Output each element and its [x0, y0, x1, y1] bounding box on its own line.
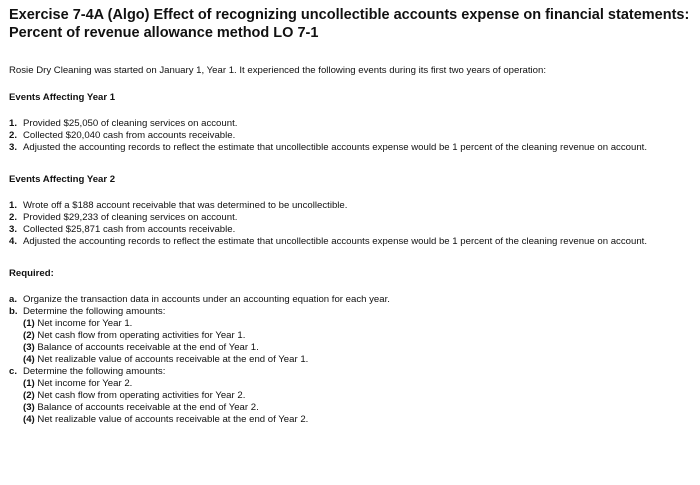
- year2-events-list: [9, 200, 700, 248]
- sub-item: [23, 402, 700, 414]
- item-number: 1.: [9, 118, 18, 129]
- year2-heading: Events Affecting Year 2: [9, 174, 116, 185]
- item-text: Determine the following amounts:: [23, 306, 166, 317]
- required-c-sublist: [23, 378, 700, 426]
- list-item: [9, 142, 693, 154]
- item-text: Organize the transaction data in accounts under an accounting equation for each year.: [23, 294, 390, 305]
- item-number: 2.: [9, 212, 18, 223]
- required-item-a: [9, 294, 700, 306]
- item-text: Adjusted the accounting records to reflect the estimate that uncollectible accounts expense would be 1 percent of the cleaning revenue on account.: [23, 142, 647, 153]
- required-b-sublist: [23, 318, 700, 366]
- item-text: Provided $25,050 of cleaning services on account.: [23, 118, 238, 129]
- sub-item: [23, 342, 700, 354]
- required-list: [9, 294, 700, 426]
- sub-item-text: Net realizable value of accounts receivable at the end of Year 1.: [37, 354, 309, 365]
- item-number: 1.: [9, 200, 18, 211]
- item-number: 3.: [9, 224, 18, 235]
- year1-heading: Events Affecting Year 1: [9, 92, 116, 103]
- item-text: Collected $25,871 cash from accounts receivable.: [23, 224, 236, 235]
- sub-item-number: (1): [23, 378, 35, 389]
- title-line-1: Exercise 7-4A (Algo) Effect of recognizing uncollectible accounts expense on financial statements:: [9, 7, 690, 23]
- sub-item-text: Net income for Year 1.: [37, 318, 133, 329]
- sub-item-number: (4): [23, 354, 35, 365]
- item-text: Collected $20,040 cash from accounts receivable.: [23, 130, 236, 141]
- sub-item-number: (3): [23, 342, 35, 353]
- item-letter: c.: [9, 366, 18, 377]
- sub-item-text: Balance of accounts receivable at the end of Year 2.: [37, 402, 259, 413]
- item-number: 4.: [9, 236, 18, 247]
- sub-item-text: Net realizable value of accounts receivable at the end of Year 2.: [37, 414, 309, 425]
- sub-item-number: (2): [23, 330, 35, 341]
- sub-item-number: (4): [23, 414, 35, 425]
- list-item: [9, 212, 693, 224]
- sub-item-text: Net cash flow from operating activities for Year 2.: [37, 390, 246, 401]
- required-heading: Required:: [9, 268, 54, 279]
- item-text: Wrote off a $188 account receivable that was determined to be uncollectible.: [23, 200, 348, 211]
- item-text: Provided $29,233 of cleaning services on account.: [23, 212, 238, 223]
- sub-item-number: (3): [23, 402, 35, 413]
- sub-item: [23, 390, 700, 402]
- list-item: [9, 118, 693, 130]
- sub-item-text: Net income for Year 2.: [37, 378, 133, 389]
- item-number: 3.: [9, 142, 18, 153]
- title-line-2: Percent of revenue allowance method LO 7-1: [9, 25, 319, 41]
- required-item-c: [9, 366, 700, 426]
- item-letter: a.: [9, 294, 18, 305]
- sub-item: [23, 354, 700, 366]
- sub-item: [23, 414, 700, 426]
- sub-item-text: Balance of accounts receivable at the end of Year 1.: [37, 342, 259, 353]
- list-item: [9, 236, 693, 248]
- exercise-title: [9, 6, 700, 42]
- intro-text: Rosie Dry Cleaning was started on January 1, Year 1. It experienced the following events during its first two years of operation:: [9, 65, 547, 76]
- required-item-b: [9, 306, 700, 366]
- list-item: [9, 200, 693, 212]
- list-item: [9, 224, 693, 236]
- sub-item-number: (2): [23, 390, 35, 401]
- sub-item: [23, 330, 700, 342]
- list-item: [9, 130, 693, 142]
- sub-item: [23, 318, 700, 330]
- item-number: 2.: [9, 130, 18, 141]
- sub-item-number: (1): [23, 318, 35, 329]
- item-text: Adjusted the accounting records to reflect the estimate that uncollectible accounts expense would be 1 percent of the cleaning revenue on account.: [23, 236, 647, 247]
- year1-events-list: [9, 118, 700, 154]
- sub-item: [23, 378, 700, 390]
- sub-item-text: Net cash flow from operating activities for Year 1.: [37, 330, 246, 341]
- item-text: Determine the following amounts:: [23, 366, 166, 377]
- item-letter: b.: [9, 306, 18, 317]
